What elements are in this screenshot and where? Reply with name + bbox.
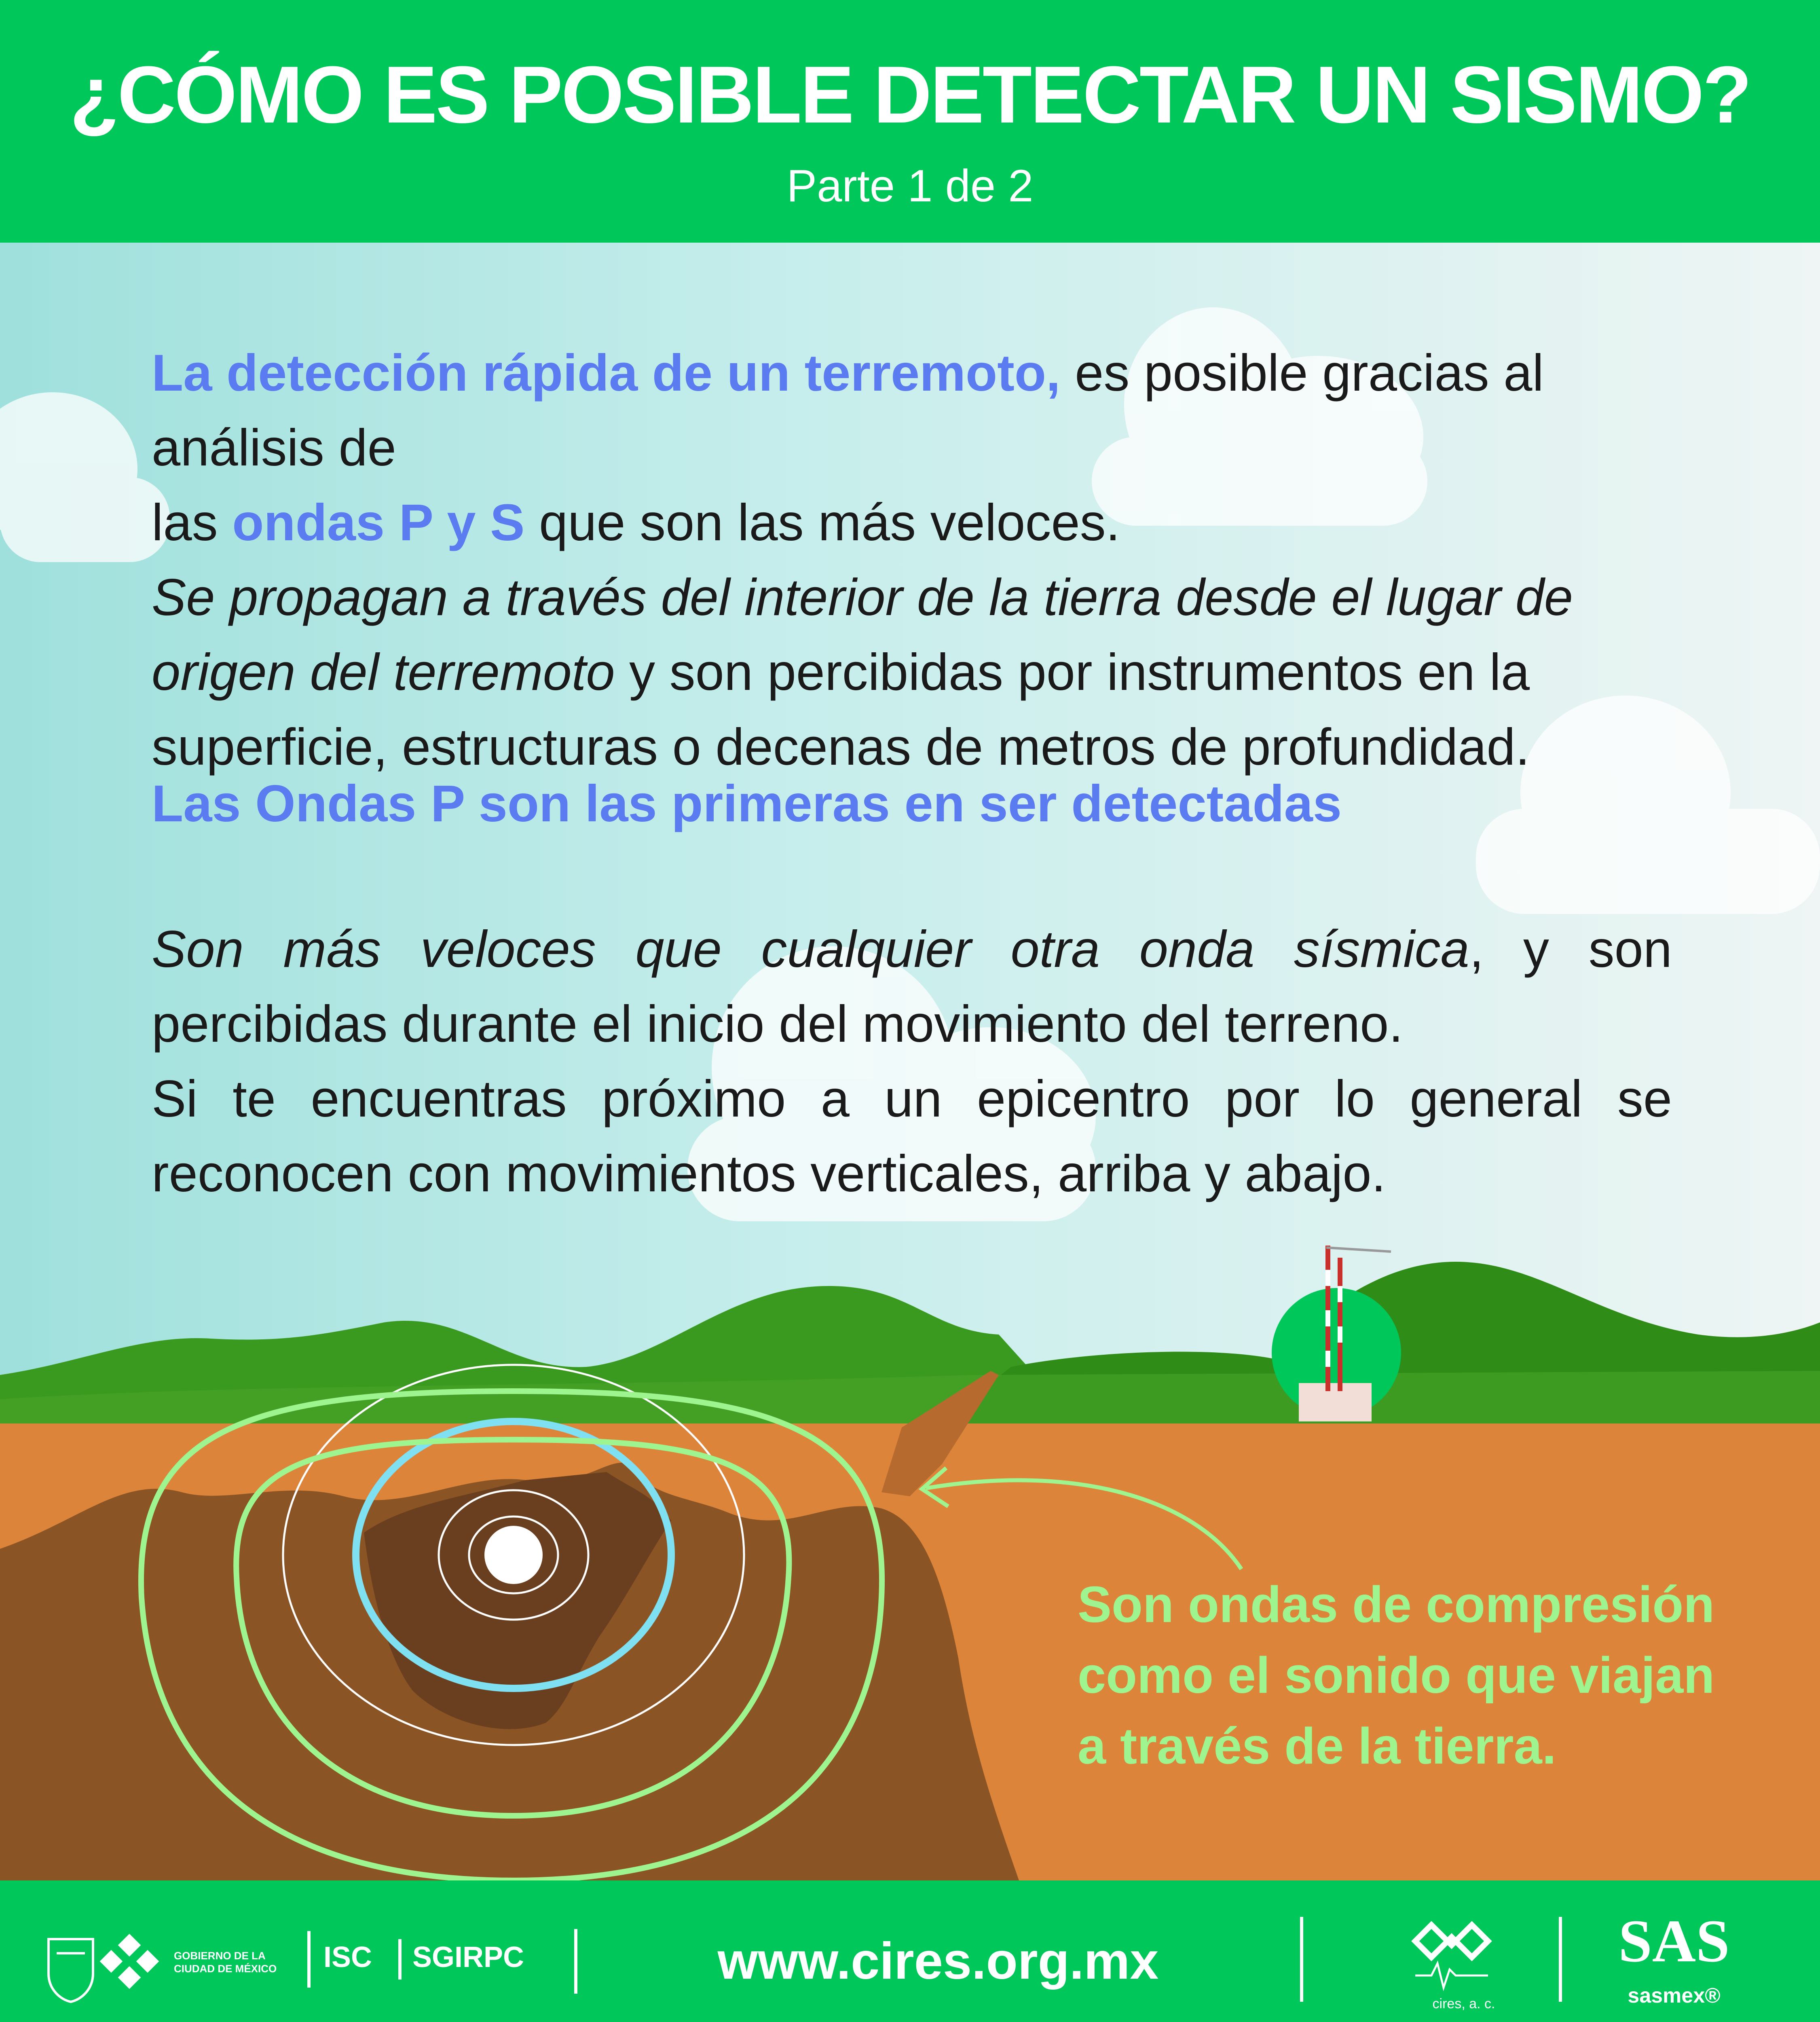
cires-logo-icon bbox=[1415, 1925, 1488, 1988]
gov-line-2: CIUDAD DE MÉXICO bbox=[174, 1963, 277, 1975]
intro-highlight-2: ondas P y S bbox=[232, 494, 525, 552]
separator bbox=[307, 1931, 311, 1988]
sasmex-label: sasmex® bbox=[1628, 1984, 1721, 2007]
intro-text-4: y son percibidas por instrumentos en la superficie, estructuras o decenas de metros de profundidad. bbox=[152, 643, 1530, 776]
cdmx-logo-icon bbox=[100, 1934, 159, 1989]
separator bbox=[398, 1939, 402, 1980]
gov-line-1: GOBIERNO DE LA bbox=[174, 1950, 266, 1962]
callout-text: Son ondas de compresión como el sonido que viajan a través de la tierra. bbox=[1078, 1576, 1715, 1775]
subheading: Las Ondas P son las primeras en ser detectadas bbox=[152, 775, 1342, 833]
sgirpc-label: SGIRPC bbox=[412, 1941, 524, 1973]
body-text-6: Si te encuentras próximo a un epicentro por lo general se reconocen con movimientos verticales, arriba y abajo. bbox=[152, 1070, 1672, 1203]
separator bbox=[1559, 1917, 1562, 2002]
body-text-5: , y son percibidas durante el inicio del movimiento del terreno. bbox=[152, 920, 1672, 1053]
intro-text-3: que son las más veloces. bbox=[524, 494, 1120, 552]
intro-text-1: es posible gracias al análisis de bbox=[152, 344, 1544, 477]
page-title: ¿CÓMO ES POSIBLE DETECTAR UN SISMO? bbox=[70, 50, 1750, 140]
body-italic-2: Son más veloces que cualquier otra onda sísmica bbox=[152, 920, 1469, 978]
cdmx-shield-icon bbox=[49, 1939, 93, 2002]
cires-label: cires, a. c. bbox=[1432, 1996, 1495, 2011]
gov-label bbox=[174, 1949, 307, 1975]
website-link[interactable]: www.cires.org.mx bbox=[717, 1932, 1159, 1990]
intro-italic-1: Se propagan a través del interior de la tierra desde el lugar de origen del terremoto bbox=[152, 569, 1573, 701]
intro-text-2: las bbox=[152, 494, 233, 552]
separator bbox=[1300, 1917, 1303, 2002]
page-subtitle: Parte 1 de 2 bbox=[786, 161, 1034, 211]
sas-logo: SAS bbox=[1618, 1908, 1730, 1975]
intro-highlight-1: La detección rápida de un terremoto, bbox=[152, 344, 1061, 402]
isc-label: ISC bbox=[323, 1941, 372, 1973]
separator bbox=[574, 1929, 577, 1994]
